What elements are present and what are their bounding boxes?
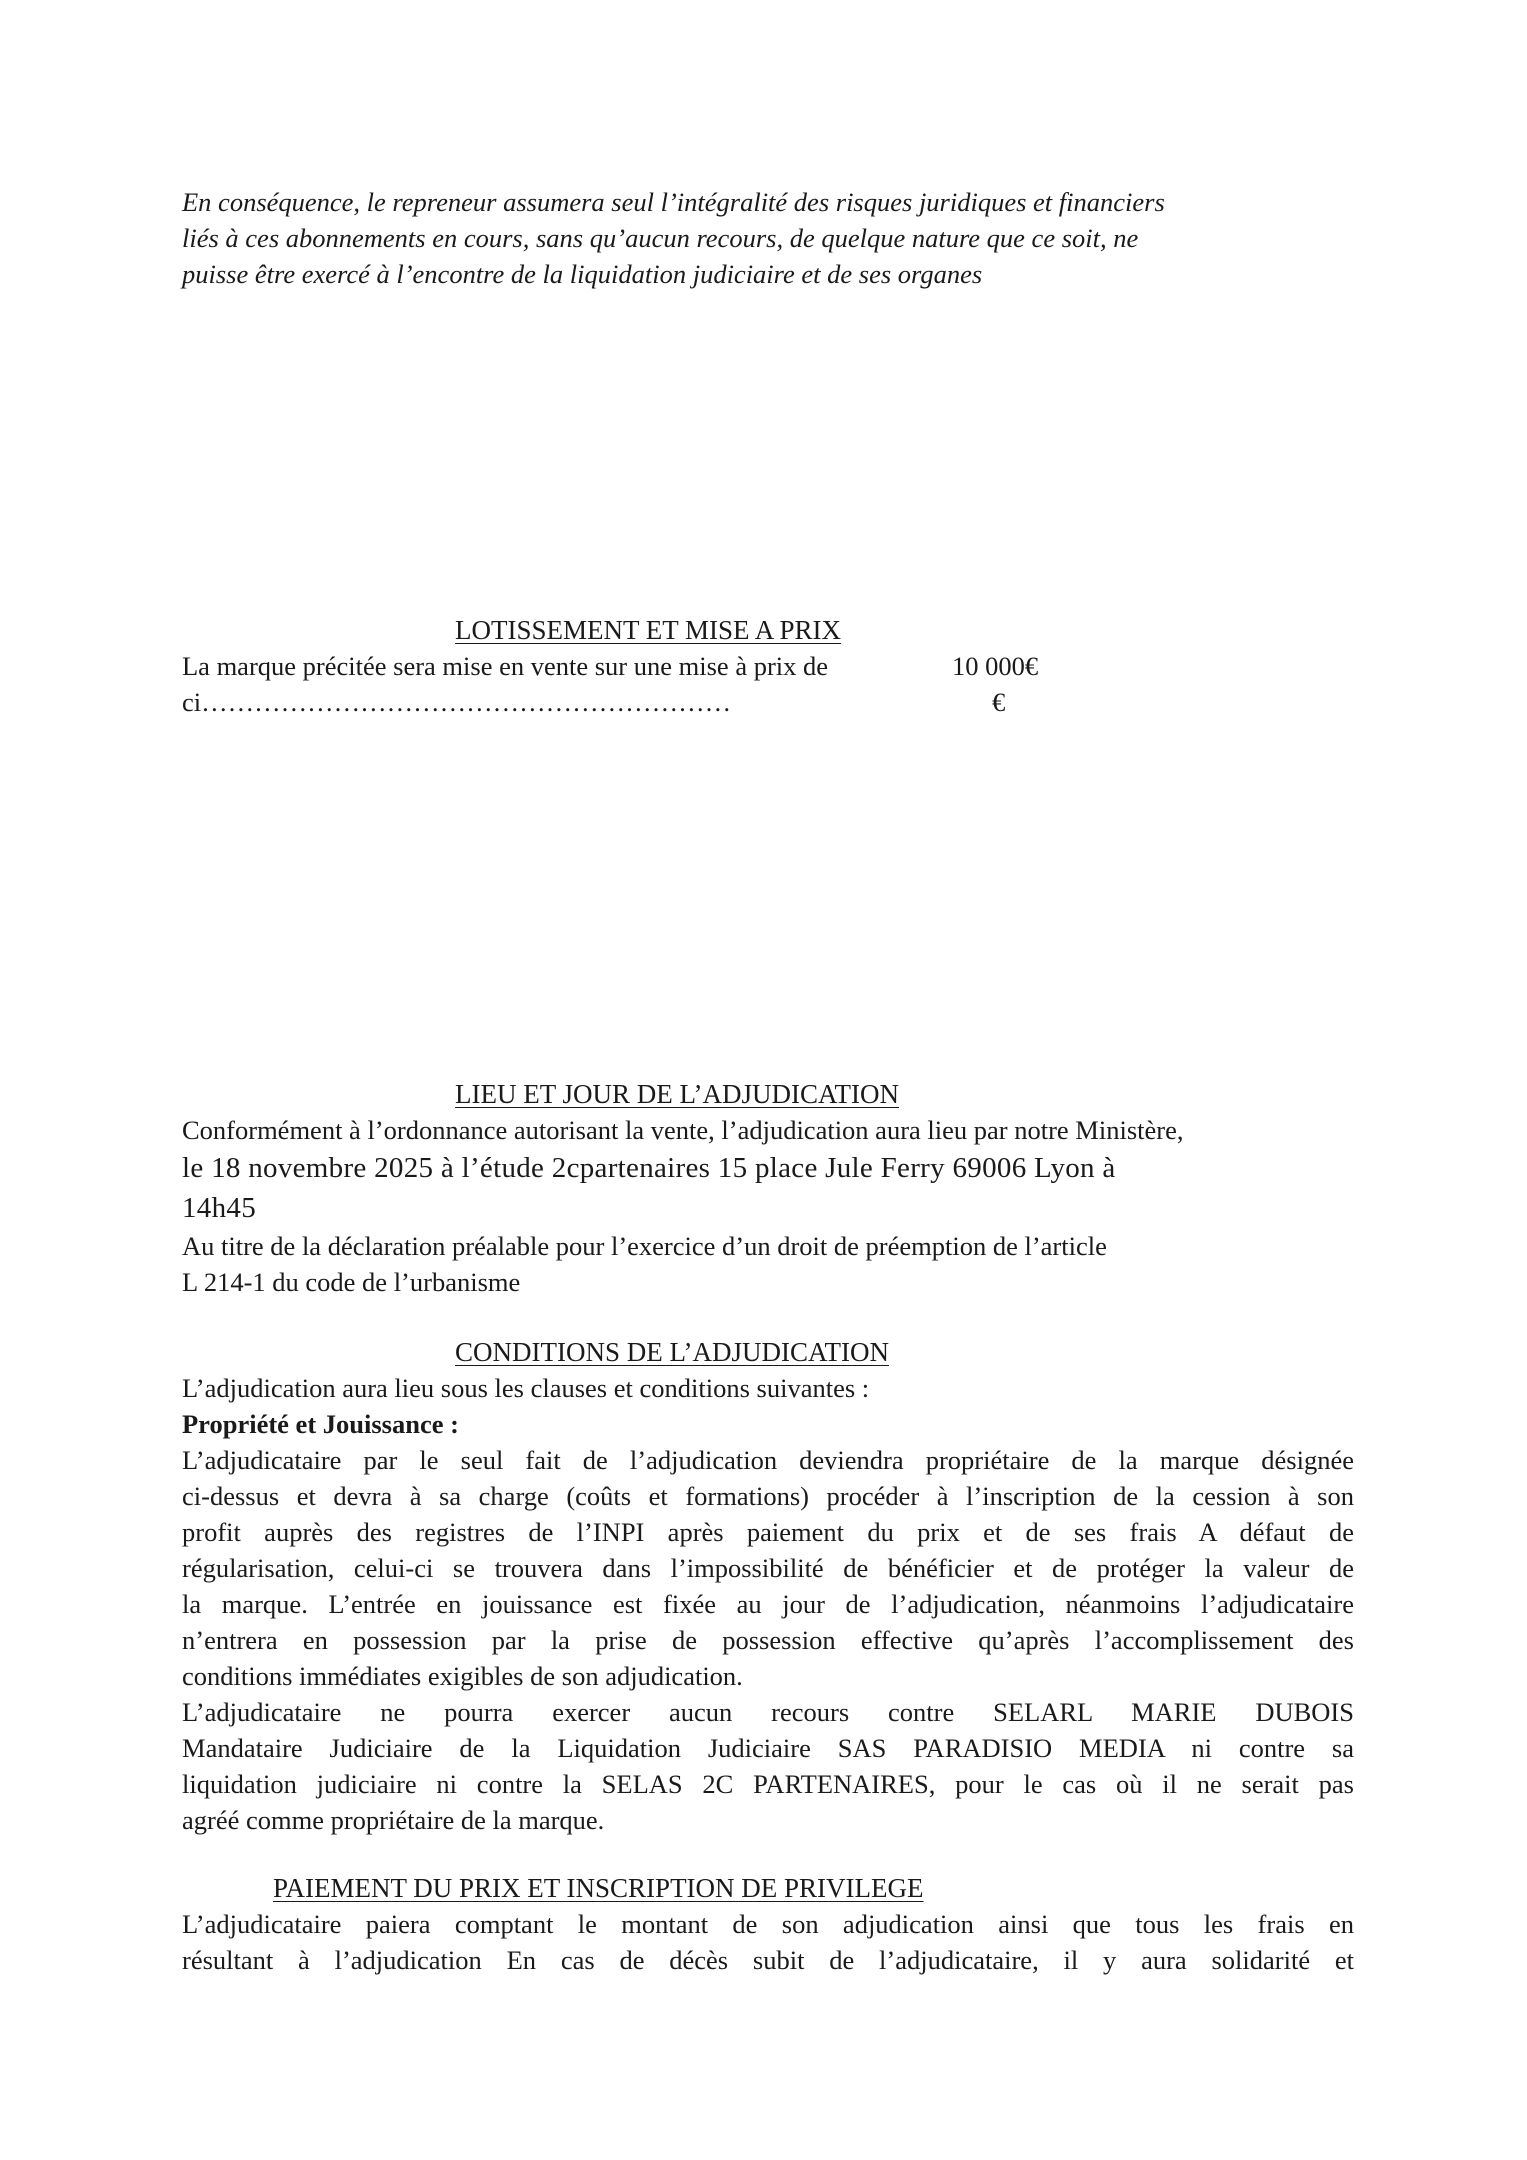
lotissement-heading: LOTISSEMENT ET MISE A PRIX <box>455 615 842 645</box>
conditions-p1-line-5: la marque. L’entrée en jouissance est fixée au jour de l’adjudication, néanmoins l’adjudicataire <box>182 1589 1354 1619</box>
conditions-line-1: L’adjudication aura lieu sous les clauses et conditions suivantes : <box>182 1373 870 1403</box>
lotissement-line-1: La marque précitée sera mise en vente sur une mise à prix de <box>182 651 829 681</box>
intro-line-1: En conséquence, le repreneur assumera seul l’intégralité des risques juridiques et financiers <box>182 187 1165 217</box>
conditions-p1-line-3: profit auprès des registres de l’INPI après paiement du prix et de ses frais A défaut de <box>182 1517 1354 1547</box>
lieu-line-1: Conformément à l’ordonnance autorisant la vente, l’adjudication aura lieu par notre Ministère, <box>182 1115 1184 1145</box>
conditions-p2-line-2: Mandataire Judiciaire de la Liquidation Judiciaire SAS PARADISIO MEDIA ni contre sa <box>182 1733 1354 1763</box>
lotissement-currency: € <box>992 687 1006 717</box>
lotissement-line-2: ci…………………………………………………… <box>182 687 732 717</box>
lieu-line-3: 14h45 <box>182 1192 256 1224</box>
intro-line-3: puisse être exercé à l’encontre de la liquidation judiciaire et de ses organes <box>182 259 983 289</box>
paiement-line-1: L’adjudicataire paiera comptant le montant de son adjudication ainsi que tous les frais en <box>182 1909 1354 1939</box>
conditions-subheading: Propriété et Jouissance : <box>182 1409 459 1439</box>
conditions-p1-line-2: ci-dessus et devra à sa charge (coûts et formations) procéder à l’inscription de la cession à son <box>182 1481 1354 1511</box>
conditions-heading: CONDITIONS DE L’ADJUDICATION <box>455 1337 889 1367</box>
lieu-line-5: L 214-1 du code de l’urbanisme <box>182 1267 521 1297</box>
intro-line-2: liés à ces abonnements en cours, sans qu’aucun recours, de quelque nature que ce soit, ne <box>182 223 1139 253</box>
lieu-line-2: le 18 novembre 2025 à l’étude 2cpartenaires 15 place Jule Ferry 69006 Lyon à <box>182 1152 1116 1184</box>
lotissement-price: 10 000€ <box>952 651 1039 681</box>
conditions-p2-line-1: L’adjudicataire ne pourra exercer aucun recours contre SELARL MARIE DUBOIS <box>182 1697 1354 1727</box>
conditions-p2-line-3: liquidation judiciaire ni contre la SELAS 2C PARTENAIRES, pour le cas où il ne serait pas <box>182 1769 1354 1799</box>
conditions-p2-line-4: agréé comme propriétaire de la marque. <box>182 1805 605 1835</box>
paiement-heading: PAIEMENT DU PRIX ET INSCRIPTION DE PRIVILEGE <box>273 1873 924 1903</box>
paiement-line-2: résultant à l’adjudication En cas de décès subit de l’adjudicataire, il y aura solidarité et <box>182 1945 1354 1975</box>
conditions-p1-line-6: n’entrera en possession par la prise de possession effective qu’après l’accomplissement des <box>182 1625 1354 1655</box>
lieu-heading: LIEU ET JOUR DE L’ADJUDICATION <box>455 1079 899 1109</box>
conditions-p1-line-1: L’adjudicataire par le seul fait de l’adjudication deviendra propriétaire de la marque désignée <box>182 1445 1354 1475</box>
conditions-p1-line-4: régularisation, celui-ci se trouvera dans l’impossibilité de bénéficier et de protéger la valeur de <box>182 1553 1354 1583</box>
lieu-line-4: Au titre de la déclaration préalable pour l’exercice d’un droit de préemption de l’article <box>182 1231 1107 1261</box>
conditions-p1-line-7: conditions immédiates exigibles de son adjudication. <box>182 1661 743 1691</box>
